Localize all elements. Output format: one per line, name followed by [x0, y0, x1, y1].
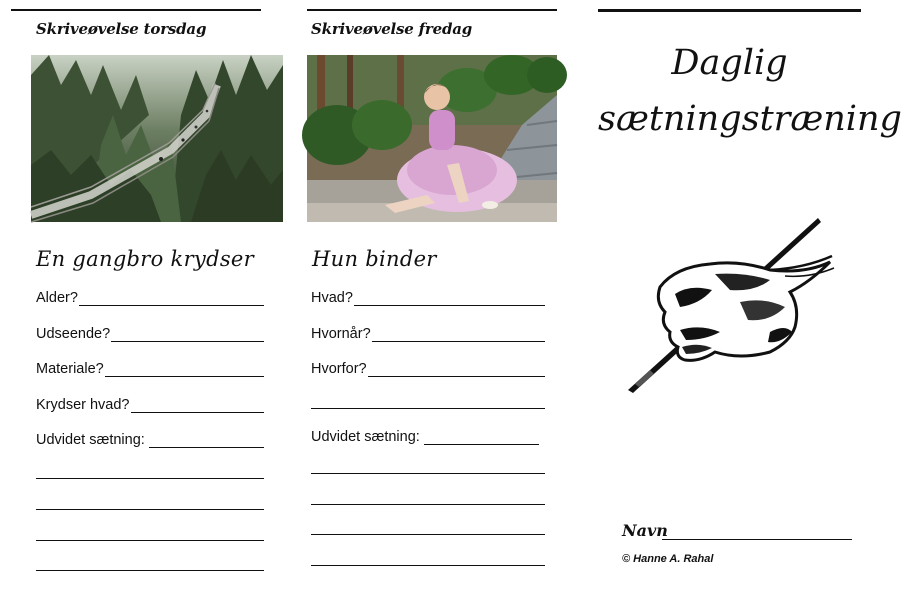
- middle-day-title: Skriveøvelse fredag: [311, 20, 473, 38]
- writing-line[interactable]: [311, 504, 545, 505]
- writing-line[interactable]: [311, 473, 545, 474]
- cover-title-line2: sætningstræning: [598, 99, 902, 139]
- question-udvidet-saetning[interactable]: [36, 430, 264, 448]
- question-materiale[interactable]: [36, 359, 264, 377]
- left-prompt: En gangbro krydser: [36, 247, 254, 271]
- writing-line[interactable]: [36, 570, 264, 571]
- answer-line[interactable]: [149, 433, 264, 448]
- writing-line[interactable]: [36, 478, 264, 479]
- question-label: Udvidet sætning:: [311, 429, 420, 445]
- question-label: Udseende?: [36, 326, 111, 342]
- question-hvorfor[interactable]: [311, 359, 545, 377]
- question-label: Hvad?: [311, 290, 353, 306]
- question-udvidet-saetning[interactable]: [311, 427, 539, 445]
- question-hvornaar[interactable]: [311, 324, 545, 342]
- question-label: Udvidet sætning:: [36, 432, 145, 448]
- middle-top-rule: [307, 9, 557, 11]
- question-label: Hvornår?: [311, 326, 371, 342]
- writing-line[interactable]: [311, 534, 545, 535]
- answer-line[interactable]: [111, 327, 264, 342]
- cover-title-line1: Daglig: [671, 43, 788, 83]
- writing-line[interactable]: [311, 408, 545, 409]
- question-alder[interactable]: [36, 288, 264, 306]
- name-field-line[interactable]: [662, 539, 852, 540]
- ballerina-photo: [307, 55, 557, 222]
- question-label: Alder?: [36, 290, 78, 306]
- writing-line[interactable]: [36, 540, 264, 541]
- name-label: Navn: [622, 521, 668, 540]
- left-top-rule: [11, 9, 261, 11]
- writing-line[interactable]: [311, 565, 545, 566]
- answer-line[interactable]: [368, 362, 545, 377]
- answer-line[interactable]: [131, 398, 265, 413]
- answer-line[interactable]: [79, 291, 264, 306]
- answer-line[interactable]: [354, 291, 545, 306]
- answer-line[interactable]: [105, 362, 264, 377]
- answer-line[interactable]: [372, 327, 545, 342]
- answer-line[interactable]: [424, 430, 539, 445]
- question-krydser-hvad[interactable]: [36, 395, 264, 413]
- cover-top-rule: [598, 9, 861, 12]
- copyright: © Hanne A. Rahal: [622, 553, 714, 565]
- question-label: Materiale?: [36, 361, 104, 377]
- question-hvad[interactable]: [311, 288, 545, 306]
- left-day-title: Skriveøvelse torsdag: [36, 20, 207, 38]
- middle-prompt: Hun binder: [312, 247, 437, 271]
- hand-with-pen-icon: [620, 212, 840, 394]
- writing-line[interactable]: [36, 509, 264, 510]
- question-label: Krydser hvad?: [36, 397, 130, 413]
- question-label: Hvorfor?: [311, 361, 367, 377]
- question-udseende[interactable]: [36, 324, 264, 342]
- bridge-photo: [31, 55, 283, 222]
